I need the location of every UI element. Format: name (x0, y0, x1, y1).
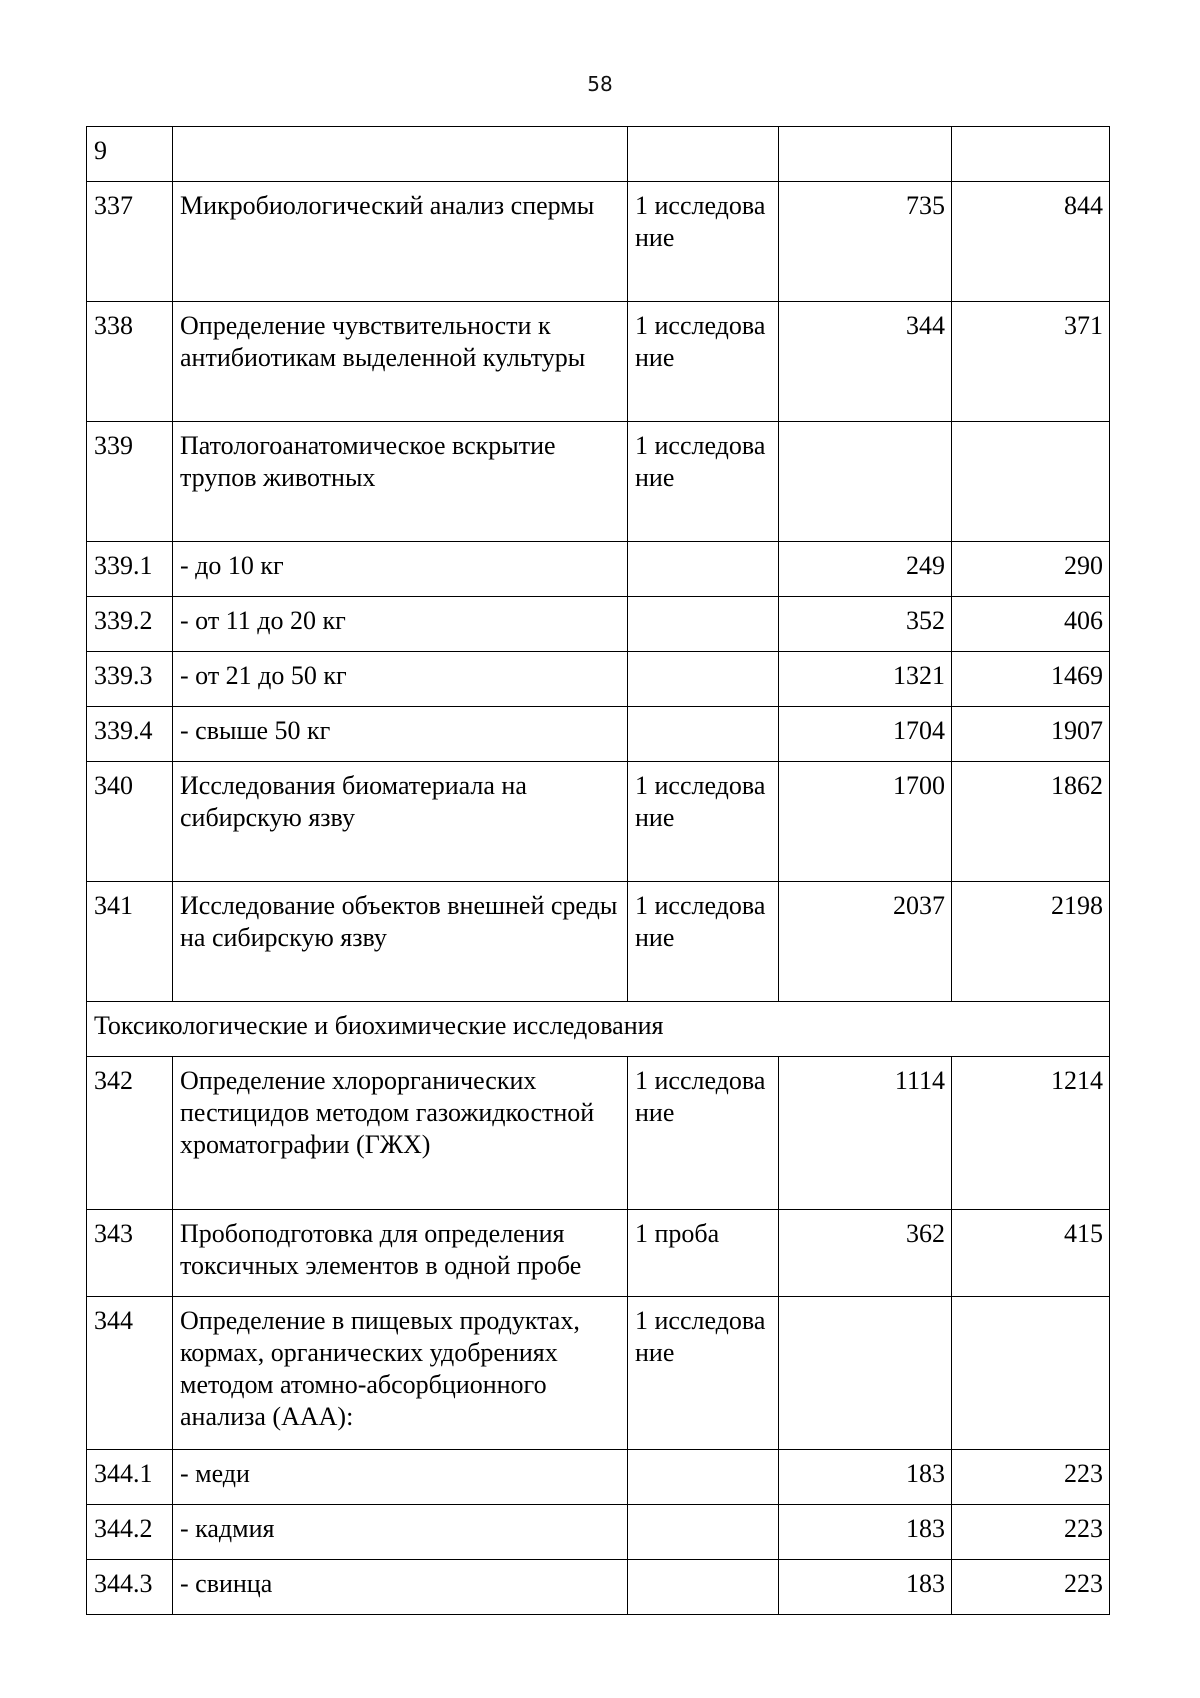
cell-unit (628, 1560, 779, 1615)
table-row (87, 1210, 1110, 1297)
cell-price-1: 183 (779, 1560, 952, 1615)
cell-price-1: 249 (779, 542, 952, 597)
cell-code: 343 (87, 1210, 173, 1297)
cell-unit (628, 1505, 779, 1560)
cell-price-2 (952, 127, 1110, 182)
cell-price-2: 415 (952, 1210, 1110, 1297)
price-table (86, 126, 1110, 1615)
cell-price-2: 1907 (952, 707, 1110, 762)
cell-unit (628, 597, 779, 652)
cell-price-2: 406 (952, 597, 1110, 652)
cell-price-1: 2037 (779, 882, 952, 1002)
cell-code: 344.2 (87, 1505, 173, 1560)
cell-name: Микробиологический анализ спермы (173, 182, 628, 302)
cell-unit: 1 исследование (628, 1297, 779, 1450)
table-row (87, 597, 1110, 652)
cell-name: - от 21 до 50 кг (173, 652, 628, 707)
cell-price-1: 183 (779, 1505, 952, 1560)
cell-unit: 1 исследование (628, 882, 779, 1002)
price-table-body (87, 127, 1110, 1615)
cell-code: 339.4 (87, 707, 173, 762)
cell-price-1 (779, 1297, 952, 1450)
cell-price-2: 223 (952, 1560, 1110, 1615)
cell-price-1: 362 (779, 1210, 952, 1297)
table-row (87, 1450, 1110, 1505)
cell-code: 339 (87, 422, 173, 542)
cell-name: - свыше 50 кг (173, 707, 628, 762)
table-row (87, 1297, 1110, 1450)
cell-unit (628, 127, 779, 182)
table-row (87, 1560, 1110, 1615)
cell-code: 344 (87, 1297, 173, 1450)
table-row (87, 882, 1110, 1002)
cell-name: Патологоанатомическое вскрытие трупов животных (173, 422, 628, 542)
cell-unit: 1 исследование (628, 762, 779, 882)
cell-price-2: 844 (952, 182, 1110, 302)
cell-price-2: 223 (952, 1505, 1110, 1560)
section-row (87, 1002, 1110, 1057)
cell-price-1: 1114 (779, 1057, 952, 1210)
cell-name: - меди (173, 1450, 628, 1505)
cell-unit: 1 исследование (628, 182, 779, 302)
cell-code: 339.2 (87, 597, 173, 652)
cell-price-1: 735 (779, 182, 952, 302)
cell-price-1 (779, 422, 952, 542)
cell-unit (628, 652, 779, 707)
cell-price-2: 1469 (952, 652, 1110, 707)
cell-unit (628, 542, 779, 597)
cell-name: Исследования биоматериала на сибирскую язву (173, 762, 628, 882)
cell-price-2: 371 (952, 302, 1110, 422)
cell-code: 344.3 (87, 1560, 173, 1615)
cell-code: 337 (87, 182, 173, 302)
cell-code: 338 (87, 302, 173, 422)
cell-price-2: 290 (952, 542, 1110, 597)
table-row (87, 422, 1110, 542)
cell-unit (628, 1450, 779, 1505)
cell-code: 339.3 (87, 652, 173, 707)
cell-code: 9 (87, 127, 173, 182)
cell-name: Определение чувствительности к антибиотикам выделенной культуры (173, 302, 628, 422)
cell-name: - кадмия (173, 1505, 628, 1560)
cell-price-2: 1214 (952, 1057, 1110, 1210)
section-heading: Токсикологические и биохимические исследования (87, 1002, 1110, 1057)
table-row (87, 652, 1110, 707)
table-row (87, 127, 1110, 182)
cell-name: Определение хлорорганических пестицидов методом газожидкостной хроматографии (ГЖХ) (173, 1057, 628, 1210)
cell-price-1 (779, 127, 952, 182)
table-row (87, 707, 1110, 762)
cell-price-2: 2198 (952, 882, 1110, 1002)
cell-name: Пробоподготовка для определения токсичных элементов в одной пробе (173, 1210, 628, 1297)
cell-code: 339.1 (87, 542, 173, 597)
cell-code: 340 (87, 762, 173, 882)
cell-price-1: 1321 (779, 652, 952, 707)
cell-code: 342 (87, 1057, 173, 1210)
table-row (87, 1057, 1110, 1210)
cell-code: 341 (87, 882, 173, 1002)
cell-price-1: 344 (779, 302, 952, 422)
cell-name: - до 10 кг (173, 542, 628, 597)
table-row (87, 302, 1110, 422)
cell-price-1: 1704 (779, 707, 952, 762)
cell-price-1: 183 (779, 1450, 952, 1505)
cell-price-2 (952, 422, 1110, 542)
cell-price-2: 1862 (952, 762, 1110, 882)
cell-unit: 1 исследование (628, 422, 779, 542)
cell-price-1: 1700 (779, 762, 952, 882)
table-row (87, 182, 1110, 302)
cell-unit: 1 исследование (628, 1057, 779, 1210)
cell-name: - свинца (173, 1560, 628, 1615)
cell-unit (628, 707, 779, 762)
cell-unit: 1 исследование (628, 302, 779, 422)
table-row (87, 762, 1110, 882)
table-row (87, 542, 1110, 597)
cell-code: 344.1 (87, 1450, 173, 1505)
cell-name (173, 127, 628, 182)
cell-name: - от 11 до 20 кг (173, 597, 628, 652)
cell-price-2 (952, 1297, 1110, 1450)
cell-price-1: 352 (779, 597, 952, 652)
cell-name: Исследование объектов внешней среды на сибирскую язву (173, 882, 628, 1002)
cell-unit: 1 проба (628, 1210, 779, 1297)
cell-name: Определение в пищевых продуктах, кормах, органических удобрениях методом атомно-абсорбционного анализа (ААА): (173, 1297, 628, 1450)
cell-price-2: 223 (952, 1450, 1110, 1505)
page-number: 58 (587, 72, 613, 96)
table-row (87, 1505, 1110, 1560)
